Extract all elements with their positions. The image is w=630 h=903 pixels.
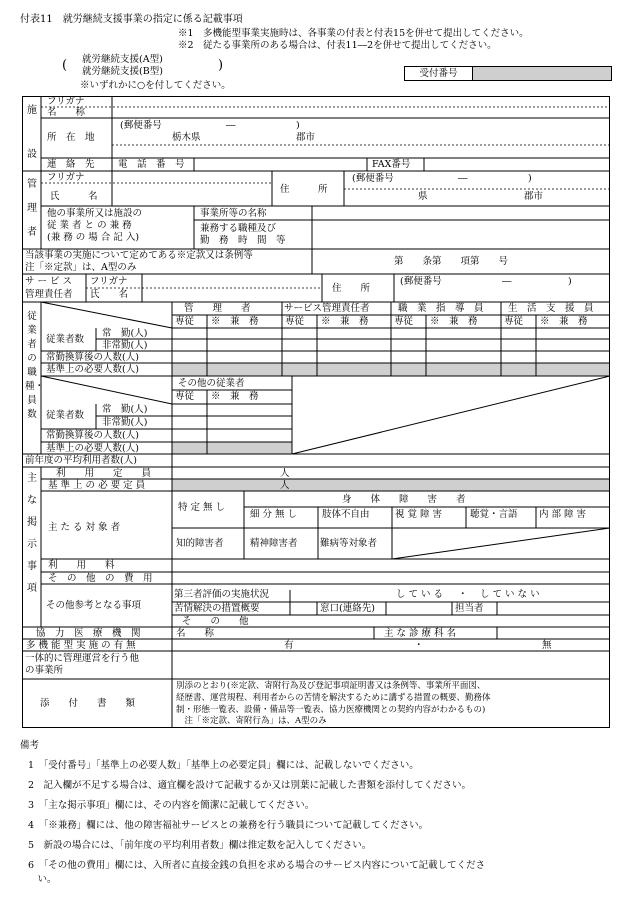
manager-address-label: 住 所: [280, 184, 328, 195]
reception-number-box: [404, 66, 612, 81]
items-side-6: 項: [27, 583, 37, 594]
reception-number-field: [473, 67, 611, 80]
type-a-option[interactable]: 就労継続支援(A型): [82, 54, 163, 65]
target-limb[interactable]: 肢体不自由: [322, 509, 370, 520]
target-internal[interactable]: 内 部 障 害: [539, 509, 587, 520]
staff-side-3: 者: [27, 339, 37, 350]
form-title: 付表11 就労継続支援事業の指定に係る記載事項: [20, 14, 243, 25]
reception-number-label: 受付番号: [405, 67, 473, 80]
multi-function-label: 多 機 能 型 実 施 の 有 無: [26, 640, 136, 651]
manager-other-name-label: 事業所等の名称: [200, 208, 267, 219]
facility-postal-dash: ―: [226, 120, 236, 131]
required-capacity-label: 基 準 上 の 必 要 定 員: [48, 480, 146, 491]
items-side-5: 事: [27, 561, 37, 572]
facility-fax-label: FAX番号: [372, 159, 411, 170]
attachments-line-4: 注「※定款、寄附行為」は、A型のみ: [176, 716, 327, 726]
target-intellectual[interactable]: 知的障害者: [176, 538, 224, 549]
third-party-label: 第三者評価の実施状況: [174, 589, 270, 600]
staff-side-7: ・: [34, 381, 45, 392]
col-manager-full: 専従: [175, 316, 195, 327]
other-staff-parttime-label: 非常勤(人): [102, 417, 148, 428]
col-ls-full: 専従: [504, 316, 524, 327]
col-vi-full: 専従: [394, 316, 414, 327]
staff-required-label: 基準上の必要人数(人): [46, 364, 139, 375]
capacity-unit: 人: [280, 468, 290, 479]
other-staff-required-label: 基準上の必要人数(人): [46, 443, 139, 454]
col-manager-dual: ※ 兼 務: [211, 316, 259, 327]
col-ls-dual: ※ 兼 務: [540, 316, 588, 327]
other-staff-label: その他の従業者: [178, 378, 245, 389]
service-manager-furigana-label: フリガナ: [90, 276, 128, 287]
notes-heading: 備考: [20, 740, 40, 751]
col-sm-dual: ※ 兼 務: [321, 316, 369, 327]
manager-postal-label: (郵便番号: [352, 173, 394, 184]
note-5: 5 新設の場合には、「前年度の平均利用者数」欄は推定数を記入してください。: [28, 840, 372, 851]
staff-side-5: 職: [27, 367, 37, 378]
service-manager-address-label: 住 所: [332, 283, 371, 294]
facility-address-label: 所 在 地: [47, 132, 95, 143]
staff-side-4: の: [27, 353, 37, 364]
required-other-staff-shading: [172, 442, 292, 454]
col-life-support: 生 活 支 援 員: [508, 303, 594, 314]
facility-side-label-1: 施: [27, 105, 37, 116]
manager-other-biz-1: 他の事業所又は施設の: [47, 208, 143, 219]
facility-postal-label: (郵便番号: [120, 120, 162, 131]
col-manager: 管 理 者: [184, 303, 251, 314]
target-visual[interactable]: 視 覚 障 害: [395, 509, 443, 520]
col-service-manager: サービス管理責任者: [284, 303, 370, 314]
header-note-1: ※1 多機能型事業実施時は、各事業の付表と付表15を併せて提出してください。: [178, 28, 529, 39]
header-note-2: ※2 従たる事業所のある場合は、付表11―2を併せて提出してください。: [178, 40, 497, 51]
third-party-done[interactable]: し て い る: [396, 589, 444, 600]
medical-label: 協 力 医 療 機 関: [36, 628, 141, 639]
note-6: 6 「その他の費用」欄には、入所者に直接金銭の負担を求める場合のサービス内容について記載してくださ: [28, 860, 486, 871]
staff-side-2: 業: [27, 325, 37, 336]
ordinance-article: 第 条第 項第 号: [394, 256, 509, 267]
facility-prefecture: 栃木県: [172, 132, 201, 143]
manager-postal-close: ): [528, 173, 532, 184]
col-vocational-instructor: 職 業 指 導 員: [398, 303, 484, 314]
facility-name-label: 名 称: [47, 107, 86, 118]
staff-side-1: 従: [27, 311, 37, 322]
other-staff-fte-label: 常勤換算後の人数(人): [46, 430, 139, 441]
manager-other-biz-2: 従 業 者 と の 兼 務: [47, 220, 132, 231]
note-3: 3 「主な掲示事項」欄には、その内容を簡潔に記載してください。: [28, 800, 315, 811]
staff-count-label: 従業者数: [46, 334, 85, 345]
target-no-specific[interactable]: 特 定 無 し: [178, 502, 226, 513]
required-capacity-unit: 人: [280, 480, 290, 491]
facility-contact-label: 連 絡 先: [47, 159, 95, 170]
service-manager-label-2: 管理責任者: [25, 289, 73, 300]
manager-side-label-2: 理: [27, 203, 37, 214]
attachments-label: 添 付 書 類: [40, 698, 136, 709]
note-2: 2 記入欄が不足する場合は、適宜欄を設けて記載するか又は別葉に記載した書類を添付してください。: [28, 780, 472, 791]
note-1: 1 「受付番号」「基準上の必要人数」「基準上の必要定員」欄には、記載しないでください。: [28, 760, 419, 771]
manager-other-role-2: 勤 務 時 間 等: [200, 235, 286, 246]
note-4: 4 「※兼務」欄には、他の障害福祉サービスとの兼務を行う職員について記載してください。: [28, 820, 429, 831]
staff-fte-label: 常勤換算後の人数(人): [46, 352, 139, 363]
staff-parttime-label: 非常勤(人): [102, 340, 148, 351]
facility-phone-label: 電 話 番 号: [118, 159, 185, 170]
third-party-not-done[interactable]: し て い な い: [480, 589, 540, 600]
application-form-table: [22, 96, 610, 728]
type-paren-open: (: [62, 58, 68, 73]
other-staff-count-label: 従業者数: [46, 410, 85, 421]
third-party-dot: ・: [458, 589, 468, 600]
target-physical: 身 体 障 害 者: [342, 494, 466, 505]
attachments-line-2: 経歴書、運営規程、利用者からの苦情を解決するために講ずる措置の概要、勤務体: [176, 693, 491, 703]
manager-prefecture: 県: [418, 191, 428, 202]
type-b-option[interactable]: 就労継続支援(B型): [82, 66, 163, 77]
avg-users-label: 前年度の平均利用者数(人): [25, 455, 137, 466]
other-cost-label: そ の 他 の 費 用: [48, 573, 153, 584]
staff-side-8: 員: [27, 395, 37, 406]
service-manager-postal-label: (郵便番号: [400, 276, 442, 287]
complaint-label: 苦情解決の措置概要: [174, 603, 260, 614]
manager-name-label: 氏 名: [50, 191, 98, 202]
manager-other-biz-3: (兼 務 の 場 合 記 入): [47, 232, 140, 243]
facility-postal-close: ): [296, 120, 300, 131]
manager-side-label-1: 管: [27, 179, 37, 190]
manager-furigana-label: フリガナ: [47, 172, 85, 183]
required-capacity-shading: [172, 479, 610, 491]
target-sub-none[interactable]: 細 分 無 し: [250, 509, 298, 520]
reference-label: その他参考となる事項: [46, 600, 142, 611]
staff-side-label: [25, 310, 45, 422]
facility-city: 郡市: [296, 132, 316, 143]
items-side-2: な: [27, 495, 37, 506]
multi-yes-option[interactable]: 有: [284, 640, 294, 651]
col-sm-full: 専従: [285, 316, 305, 327]
circle-instruction: ※いずれかに○を付してください。: [80, 80, 231, 91]
facility-side-label-2: 設: [27, 149, 37, 160]
manager-other-role-1: 兼務する職種及び: [200, 223, 277, 234]
other-staff-dual: ※ 兼 務: [211, 391, 259, 402]
staff-side-9: 数: [27, 409, 37, 420]
medical-dept-label: 主 な 診 療 科 名: [384, 628, 457, 639]
medical-name-label: 名 称: [176, 628, 215, 639]
multi-dot: ・: [414, 640, 424, 651]
service-manager-label-1: サ ー ビ ス: [25, 276, 73, 287]
attachments-line-3: 制・形態一覧表、設備・備品等一覧表、協力医療機関との契約内容がわかるもの): [176, 705, 486, 715]
items-side-4: 示: [27, 539, 37, 550]
facility-furigana-label: フリガナ: [47, 96, 85, 107]
note-6-cont: い。: [28, 874, 57, 885]
fee-label: 利 用 料: [48, 560, 115, 571]
manager-postal-dash: ―: [458, 173, 468, 184]
other-staff-full: 専従: [175, 391, 195, 402]
manager-side-label-3: 者: [27, 227, 37, 238]
joint-label-2: の事業所: [25, 665, 64, 676]
manager-city: 郡市: [524, 191, 544, 202]
items-side-3: 掲: [27, 517, 37, 528]
service-manager-name-label: 氏 名: [90, 289, 129, 300]
target-mental[interactable]: 精神障害者: [250, 538, 298, 549]
target-hearing[interactable]: 聴覚・言語: [470, 509, 518, 520]
multi-no-option[interactable]: 無: [542, 640, 552, 651]
type-paren-close: ): [218, 58, 224, 73]
items-side-1: 主: [27, 473, 37, 484]
capacity-label: 利 用 定 員: [56, 468, 152, 479]
service-manager-postal-dash: ―: [502, 276, 512, 287]
col-vi-dual: ※ 兼 務: [430, 316, 478, 327]
attachments-line-1: 別添のとおり(※定款、寄附行為及び登記事項証明書又は条例等、事業所平面図、: [176, 681, 486, 691]
joint-label-1: 一体的に管理運営を行う他: [25, 653, 140, 664]
service-manager-postal-close: ): [568, 276, 572, 287]
target-label: 主 た る 対 象 者: [48, 522, 121, 533]
items-other-label: そ の 他: [182, 616, 249, 627]
staff-side-6: 種: [25, 381, 35, 392]
ordinance-label: 当該事業の実施について定めてある※定款又は条例等: [25, 250, 253, 261]
complaint-person-label: 担当者: [455, 603, 484, 614]
other-staff-fulltime-label: 常 勤(人): [102, 404, 148, 415]
ordinance-note: 注「※定款」は、A型のみ: [25, 262, 137, 273]
staff-fulltime-label: 常 勤(人): [102, 328, 148, 339]
target-intractable[interactable]: 難病等対象者: [320, 538, 378, 549]
complaint-window-label: 窓口(連絡先): [320, 603, 375, 614]
